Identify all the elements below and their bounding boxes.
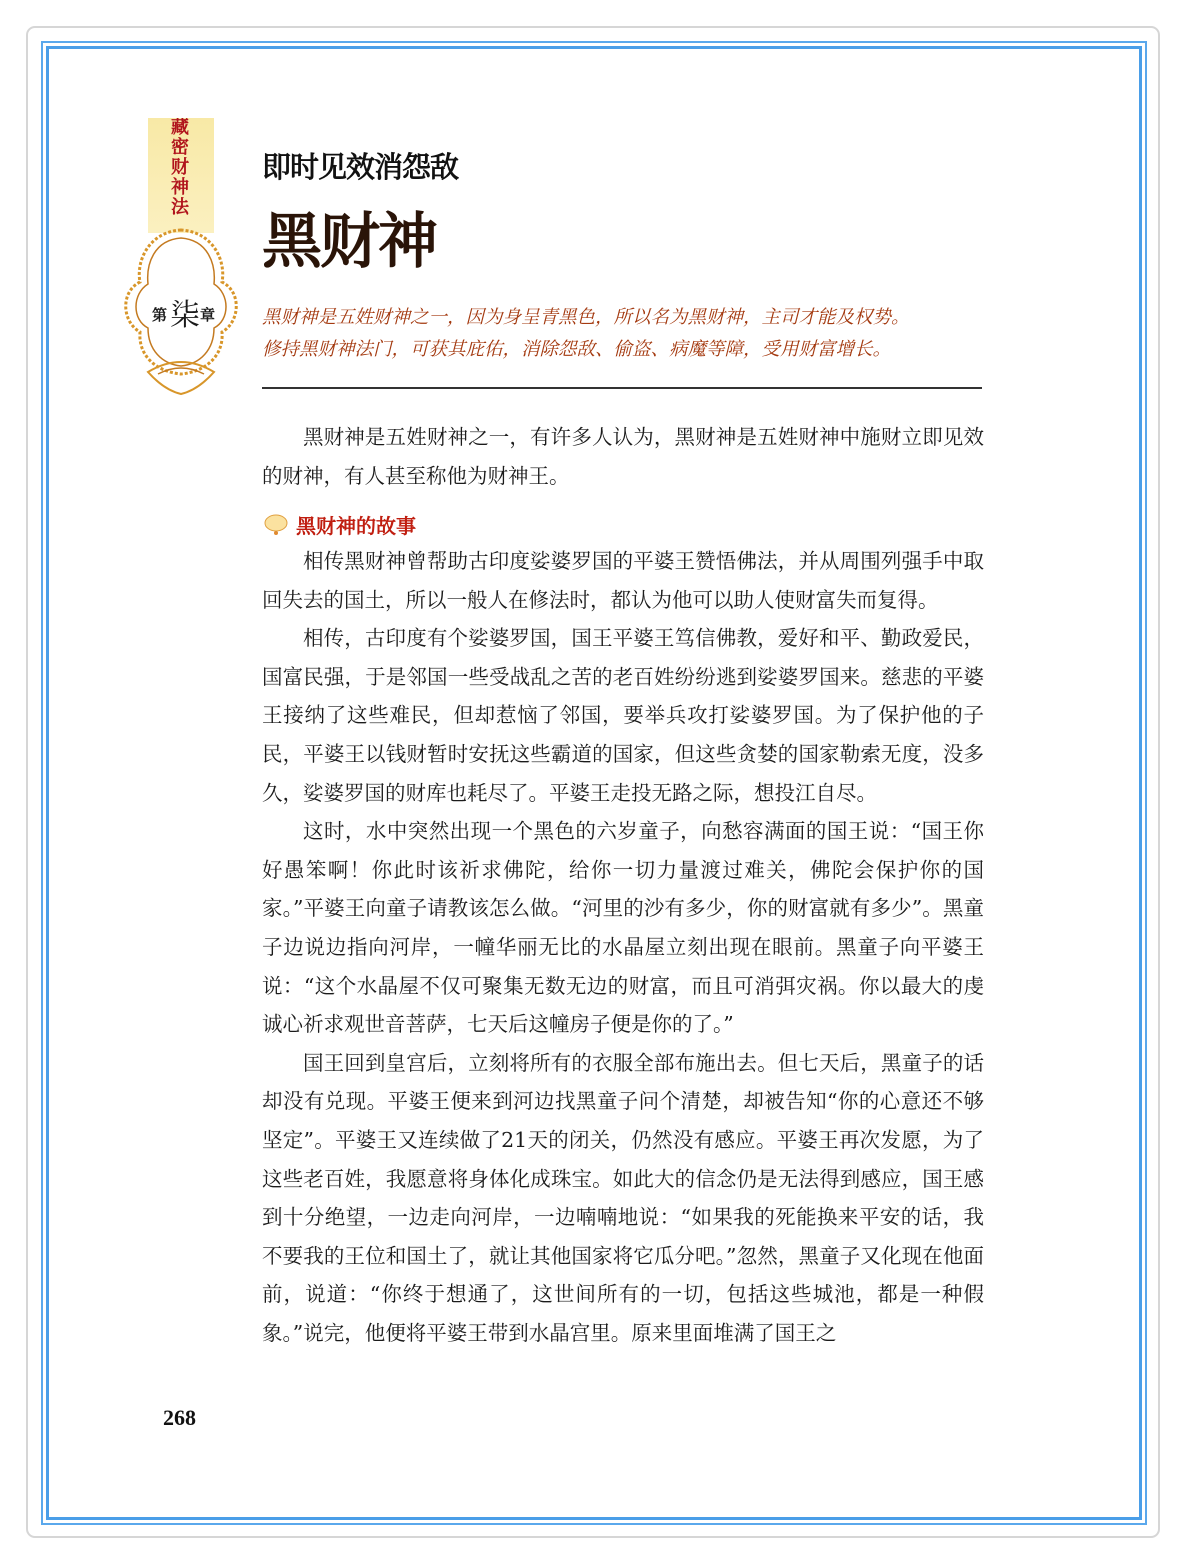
section-heading <box>262 510 416 539</box>
lotus-bullet-icon <box>262 513 290 537</box>
story-paragraph: 国王回到皇宫后，立刻将所有的衣服全部布施出去。但七天后，黑童子的话却没有兑现。平婆王便来到河边找黑童子问个清楚，却被告知“你的心意还不够坚定”。平婆王又连续做了21天的闭关，仍然没有感应。平婆王再次发愿，为了这些老百姓，我愿意将身体化成珠宝。如此大的信念仍是无法得到感应，国王感到十分绝望，一边走向河岸，一边喃喃地说：“如果我的死能换来平安的话，我不要我的王位和国土了，就让其他国家将它瓜分吧。”忽然，黑童子又化现在他面前，说道：“你终于想通了，这世间所有的一切，包括这些城池，都是一种假象。”说完，他便将平婆王带到水晶宫里。原来里面堆满了国王之 <box>262 1050 984 1345</box>
story-text <box>262 542 984 1352</box>
intro-text <box>262 418 984 495</box>
intro-paragraph: 黑财神是五姓财神之一，有许多人认为，黑财神是五姓财神中施财立即见效的财神，有人甚至称他为财神王。 <box>262 425 984 488</box>
header-divider <box>262 387 982 389</box>
article-kicker: 即时见效消怨敌 <box>262 150 459 184</box>
article-lede <box>262 302 992 366</box>
lede-line: 修持黑财神法门，可获其庇佑，消除怨敌、偷盗、病魔等障，受用财富增长。 <box>262 339 892 360</box>
chapter-number: 柒 <box>170 298 200 333</box>
series-label: 藏密财神法 <box>171 118 189 218</box>
section-heading-text: 黑财神的故事 <box>296 514 416 538</box>
lede-line: 黑财神是五姓财神之一，因为身呈青黑色，所以名为黑财神，主司才能及权势。 <box>262 307 910 328</box>
chapter-suffix: 章 <box>200 306 216 324</box>
story-paragraph: 相传黑财神曾帮助古印度娑婆罗国的平婆王赞悟佛法，并从周围列强手中取回失去的国土，所以一般人在修法时，都认为他可以助人使财富失而复得。 <box>262 549 984 612</box>
article-title: 黑财神 <box>262 207 436 277</box>
story-paragraph: 相传，古印度有个娑婆罗国，国王平婆王笃信佛教，爱好和平、勤政爱民，国富民强，于是邻国一些受战乱之苦的老百姓纷纷逃到娑婆罗国来。慈悲的平婆王接纳了这些难民，但却惹恼了邻国，要举兵攻打娑婆罗国。为了保护他的子民，平婆王以钱财暂时安抚这些霸道的国家，但这些贪婪的国家勒索无度，没多久，娑婆罗国的财库也耗尽了。平婆王走投无路之际，想投江自尽。 <box>262 626 984 805</box>
chapter-prefix: 第 <box>152 306 168 324</box>
chapter-badge <box>148 290 218 340</box>
story-paragraph: 这时，水中突然出现一个黑色的六岁童子，向愁容满面的国王说：“国王你好愚笨啊！你此时该祈求佛陀，给你一切力量渡过难关，佛陀会保护你的国家。”平婆王向童子请教该怎么做。“河里的沙有多少，你的财富就有多少”。黑童子边说边指向河岸，一幢华丽无比的水晶屋立刻出现在眼前。黑童子向平婆王说：“这个水晶屋不仅可聚集无数无边的财富，而且可消弭灾祸。你以最大的虔诚心祈求观世音菩萨，七天后这幢房子便是你的了。” <box>262 819 984 1037</box>
page-number: 268 <box>163 1405 196 1430</box>
